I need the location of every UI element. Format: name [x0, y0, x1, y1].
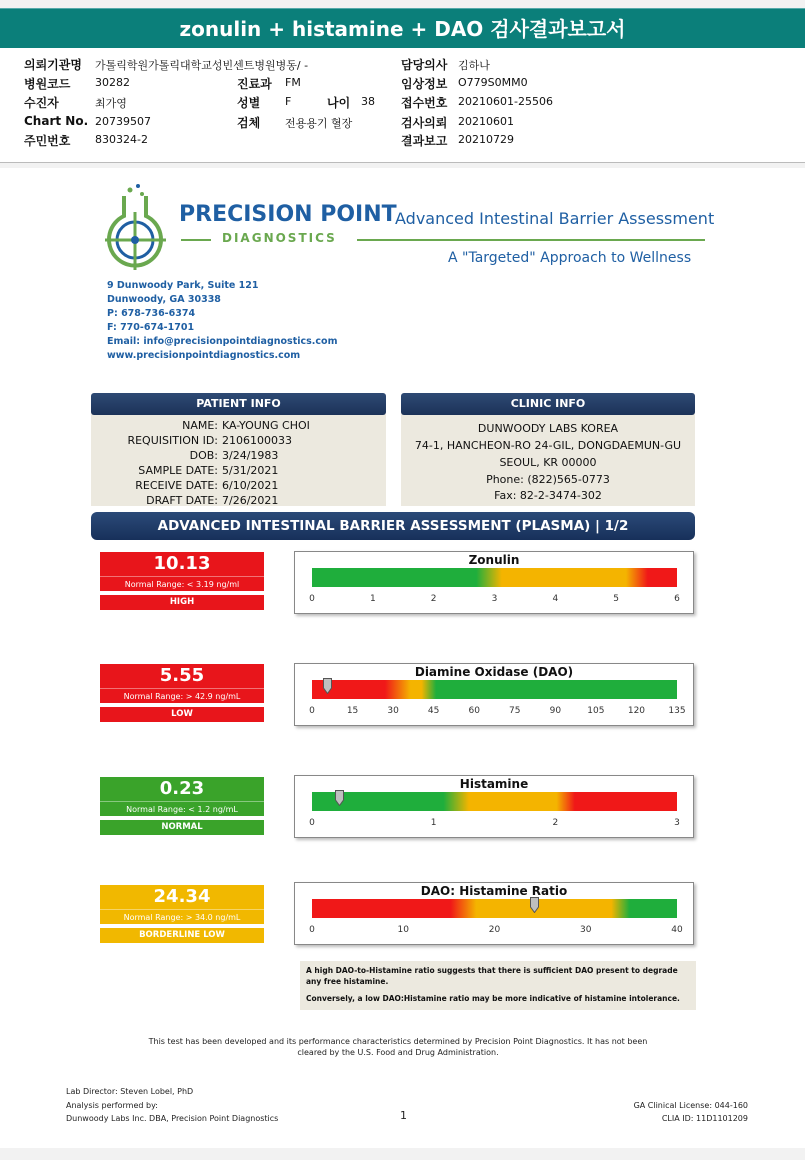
patient-field-label: NAME:	[182, 419, 218, 432]
status-badge: BORDERLINE LOW	[100, 928, 264, 943]
range-gradient-bar	[312, 680, 677, 699]
ratio-note	[300, 961, 696, 1010]
label-age: 나이	[327, 96, 351, 110]
fax: F: 770-674-1701	[107, 322, 195, 333]
normal-range: Normal Range: > 42.9 ng/mL	[100, 688, 264, 703]
clinic-name: DUNWOODY LABS KOREA	[477, 422, 619, 435]
result-dao	[100, 664, 264, 722]
label-patient: 수진자	[24, 96, 59, 110]
axis-tick-label: 5	[613, 594, 620, 604]
axis-tick-label: 3	[674, 818, 680, 828]
axis-tick-label: 6	[674, 594, 680, 604]
lab-name: Dunwoody Labs Inc. DBA, Precision Point Diagnostics	[66, 1114, 279, 1123]
clinic-phone: Phone: (822)565-0773	[486, 473, 610, 486]
value-receipt-no: 20210601-25506	[458, 95, 553, 108]
patient-field-value: 5/31/2021	[222, 464, 279, 477]
axis-tick-label: 30	[580, 925, 592, 935]
value-marker-icon	[530, 897, 539, 913]
value-marker-icon	[335, 790, 344, 806]
range-gradient-bar	[312, 899, 677, 918]
axis-tick-label: 90	[549, 706, 562, 716]
ga-license: GA Clinical License: 044-160	[633, 1101, 748, 1110]
logo-rule-left	[181, 239, 211, 241]
value-chart-no: 20739507	[95, 115, 151, 128]
normal-range: Normal Range: > 34.0 ng/mL	[100, 909, 264, 924]
axis-tick-label: 0	[309, 925, 315, 935]
value-marker-icon	[323, 678, 332, 694]
value-patient: 최가영	[95, 97, 127, 110]
result-value: 24.34	[100, 885, 264, 909]
normal-range: Normal Range: < 3.19 ng/ml	[100, 576, 264, 591]
axis-tick-label: 4	[552, 594, 559, 604]
address-line: 9 Dunwoody Park, Suite 121	[107, 280, 259, 291]
result-zonulin	[100, 552, 264, 610]
patient-field-label: SAMPLE DATE:	[138, 464, 218, 477]
patient-field-value: 7/26/2021	[222, 494, 279, 507]
value-request-date: 20210601	[458, 115, 514, 128]
result-value: 5.55	[100, 664, 264, 688]
axis-tick-label: 45	[427, 706, 440, 716]
value-department: FM	[285, 76, 301, 89]
logo-sub: DIAGNOSTICS	[222, 231, 337, 245]
value-age: 38	[361, 95, 375, 108]
note-paragraph: Conversely, a low DAO:Histamine ratio may be more indicative of histamine intolerance.	[306, 994, 680, 1003]
normal-range: Normal Range: < 1.2 ng/mL	[100, 801, 264, 816]
chart-dao-histamine-ratio	[294, 882, 694, 945]
result-value: 10.13	[100, 552, 264, 576]
axis-tick-label: 135	[668, 706, 686, 716]
axis-tick-label: 2	[430, 594, 437, 604]
axis-tick-label: 120	[627, 706, 646, 716]
patient-field-value: 2106100033	[222, 434, 292, 447]
axis-tick-label: 40	[671, 925, 683, 935]
value-report-date: 20210729	[458, 133, 514, 146]
label-doctor: 담당의사	[401, 58, 448, 72]
axis-tick-label: 10	[397, 925, 409, 935]
label-sex: 성별	[237, 96, 261, 110]
patient-field-value: KA-YOUNG CHOI	[222, 419, 310, 432]
label-report-date: 결과보고	[401, 134, 448, 148]
result-histamine	[100, 777, 264, 835]
value-sex: F	[285, 95, 292, 108]
label-resident-no: 주민번호	[24, 134, 71, 148]
chart-title: Diamine Oxidase (DAO)	[414, 665, 574, 679]
label-specimen: 검체	[237, 116, 261, 130]
label-chart-no: Chart No.	[24, 114, 89, 128]
label-request-date: 검사의뢰	[401, 116, 448, 130]
axis-tick-label: 105	[587, 706, 605, 716]
report-page	[0, 168, 805, 1148]
tagline: A "Targeted" Approach to Wellness	[448, 250, 692, 266]
report-title: zonulin + histamine + DAO 검사결과보고서	[0, 8, 805, 48]
phone: P: 678-736-6374	[107, 308, 196, 319]
order-info-panel	[0, 48, 805, 163]
patient-field-value: 6/10/2021	[222, 479, 279, 492]
label-institution: 의뢰기관명	[24, 58, 82, 72]
patient-field-label: DOB:	[189, 449, 218, 462]
chart-dao	[294, 663, 694, 726]
clinic-info-header: CLINIC INFO	[401, 393, 695, 415]
axis-tick-label: 60	[468, 706, 480, 716]
logo-rule-right	[357, 239, 705, 241]
axis-tick-label: 1	[430, 818, 437, 828]
clia-id: CLIA ID: 11D1101209	[661, 1114, 748, 1123]
clinic-city: SEOUL, KR 00000	[499, 456, 597, 469]
logo-name: PRECISION POINT	[179, 202, 397, 227]
fda-disclaimer: This test has been developed and its performance characteristics determined by Precision Point Diagnostics. It has not been cleared by the U.S. Food and Drug Administration.	[148, 1037, 648, 1057]
axis-tick-label: 0	[309, 706, 315, 716]
chart-title: DAO: Histamine Ratio	[420, 884, 568, 898]
status-badge: NORMAL	[100, 820, 264, 835]
value-institution: 가톨릭학원가톨릭대학교성빈센트병원병동/ -	[95, 59, 309, 72]
precision-point-logo-icon	[100, 182, 172, 272]
patient-field-label: REQUISITION ID:	[127, 434, 218, 447]
status-badge: LOW	[100, 707, 264, 722]
value-hospital-code: 30282	[95, 76, 130, 89]
page-number: 1	[400, 1109, 407, 1122]
website-link[interactable]: www.precisionpointdiagnostics.com	[107, 350, 301, 361]
patient-info-header: PATIENT INFO	[91, 393, 386, 415]
range-gradient-bar	[312, 568, 677, 587]
axis-tick-label: 3	[491, 594, 498, 604]
range-gradient-bar	[312, 792, 677, 811]
axis-tick-label: 20	[488, 925, 501, 935]
lab-director: Lab Director: Steven Lobel, PhD	[66, 1087, 194, 1096]
axis-tick-label: 1	[369, 594, 376, 604]
analysis-performed: Analysis performed by:	[66, 1101, 158, 1110]
axis-tick-label: 15	[346, 706, 359, 716]
axis-tick-label: 0	[309, 594, 315, 604]
assessment-title: Advanced Intestinal Barrier Assessment	[395, 209, 715, 228]
chart-title: Histamine	[459, 777, 529, 791]
clinic-fax: Fax: 82-2-3474-302	[494, 489, 602, 502]
label-hospital-code: 병원코드	[24, 77, 71, 91]
email-link[interactable]: Email: info@precisionpointdiagnostics.com	[107, 336, 338, 347]
value-resident-no: 830324-2	[95, 133, 148, 146]
status-badge: HIGH	[100, 595, 264, 610]
ward-label: 병동/	[275, 59, 301, 72]
value-specimen: 전용용기 혈장	[285, 117, 353, 130]
patient-field-value: 3/24/1983	[222, 449, 279, 462]
chart-title: Zonulin	[468, 553, 520, 567]
result-dao-histamine-ratio	[100, 885, 264, 943]
axis-tick-label: 0	[309, 818, 315, 828]
chart-zonulin	[294, 551, 694, 614]
axis-tick-label: 2	[552, 818, 559, 828]
address-line: Dunwoody, GA 30338	[107, 294, 221, 305]
axis-tick-label: 75	[509, 706, 521, 716]
label-receipt-no: 접수번호	[401, 96, 448, 110]
patient-field-label: RECEIVE DATE:	[135, 479, 218, 492]
ward-value: -	[304, 59, 309, 72]
label-department: 진료과	[237, 77, 272, 91]
value-clinical-info: O779S0MM0	[458, 76, 528, 89]
section-title: ADVANCED INTESTINAL BARRIER ASSESSMENT (PLASMA) | 1/2	[91, 512, 695, 540]
value-doctor: 김하나	[458, 59, 490, 72]
result-value: 0.23	[100, 777, 264, 801]
axis-tick-label: 30	[387, 706, 399, 716]
patient-field-label: DRAFT DATE:	[146, 494, 218, 507]
clinic-address: 74-1, HANCHEON-RO 24-GIL, DONGDAEMUN-GU	[414, 439, 682, 452]
chart-histamine	[294, 775, 694, 838]
label-clinical-info: 임상정보	[401, 77, 448, 91]
note-paragraph: A high DAO-to-Histamine ratio suggests that there is sufficient DAO present to degrade any free histamine.	[306, 966, 678, 986]
